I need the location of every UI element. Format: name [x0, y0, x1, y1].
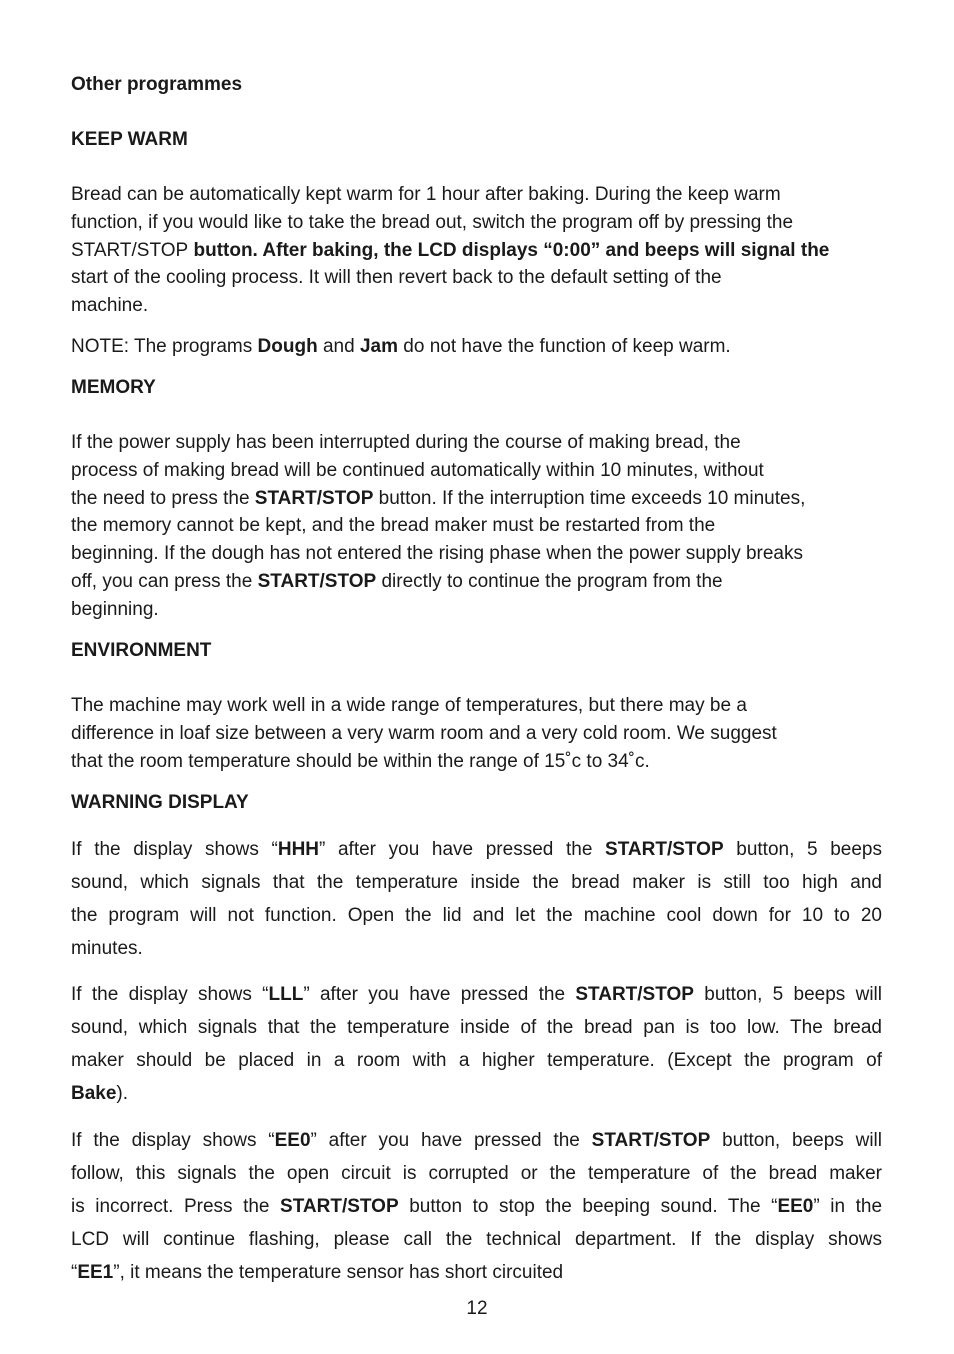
- warning-display-heading: WARNING DISPLAY: [71, 792, 249, 813]
- memory-paragraph: [71, 429, 882, 624]
- bold-term: Jam: [359, 336, 398, 357]
- text-line: the need to press the START/STOP button. If the interruption time exceeds 10 minutes,: [71, 487, 806, 509]
- bold-term: START/STOP: [591, 1130, 711, 1151]
- memory-heading: MEMORY: [71, 377, 156, 398]
- text-line: If the display shows “LLL” after you have pressed the START/STOP button, 5 beeps will: [71, 984, 882, 1005]
- bold-term: EE0: [274, 1130, 311, 1151]
- text-line: LCD will continue flashing, please call the technical department. If the display shows: [71, 1229, 882, 1250]
- environment-heading: ENVIRONMENT: [71, 640, 212, 661]
- warning-hhh-paragraph: [71, 833, 882, 965]
- text-line: function, if you would like to take the bread out, switch the program off by pressing the: [71, 211, 794, 233]
- text-line: beginning. If the dough has not entered the rising phase when the power supply breaks: [71, 543, 804, 565]
- text-line: off, you can press the START/STOP directly to continue the program from the: [71, 570, 723, 592]
- text-line: maker should be placed in a room with a higher temperature. (Except the program of: [71, 1050, 882, 1071]
- bold-term: START/STOP: [575, 984, 694, 1005]
- keep-warm-note: [71, 333, 882, 361]
- text-line: the memory cannot be kept, and the bread maker must be restarted from the: [71, 515, 716, 537]
- page-title: Other programmes: [71, 74, 243, 95]
- text-line: sound, which signals that the temperature inside of the bread pan is too low. The bread: [71, 1017, 882, 1038]
- page-number: 12: [466, 1298, 488, 1319]
- text-line: process of making bread will be continued automatically within 10 minutes, without: [71, 459, 764, 481]
- text-line: start of the cooling process. It will then revert back to the default setting of the: [71, 267, 722, 289]
- bold-term: START/STOP: [254, 487, 374, 509]
- keep-warm-paragraph: [71, 181, 882, 320]
- text-line: the program will not function. Open the lid and let the machine cool down for 10 to 20: [71, 905, 882, 926]
- text-line: that the room temperature should be within the range of 15˚c to 34˚c.: [71, 750, 650, 772]
- text-line: machine.: [71, 295, 149, 317]
- text-line: sound, which signals that the temperature inside the bread maker is still too high and: [71, 872, 882, 893]
- environment-paragraph: [71, 692, 882, 775]
- text-line: difference in loaf size between a very warm room and a very cold room. We suggest: [71, 722, 777, 744]
- keep-warm-heading: KEEP WARM: [71, 129, 188, 150]
- bold-term: Dough: [257, 336, 318, 357]
- text-line: beginning.: [71, 598, 159, 620]
- text-line: The machine may work well in a wide range of temperatures, but there may be a: [71, 695, 747, 716]
- warning-lll-paragraph: [71, 978, 882, 1110]
- text-line: “EE1”, it means the temperature sensor has short circuited: [71, 1262, 564, 1283]
- bold-term: HHH: [277, 839, 320, 860]
- text-line: If the display shows “EE0” after you have pressed the START/STOP button, beeps will: [71, 1130, 882, 1151]
- bold-term: START/STOP: [280, 1196, 399, 1217]
- text-line: If the power supply has been interrupted during the course of making bread, the: [71, 432, 741, 453]
- text-line: follow, this signals the open circuit is corrupted or the temperature of the bread maker: [71, 1163, 882, 1184]
- bold-term: START/STOP: [257, 570, 377, 592]
- bold-term: START/STOP: [605, 839, 724, 860]
- warning-ee0-paragraph: [71, 1124, 882, 1289]
- bold-term: EE0: [777, 1196, 814, 1217]
- bold-term: LLL: [268, 984, 304, 1005]
- text-line: is incorrect. Press the START/STOP button to stop the beeping sound. The “EE0” in the: [71, 1196, 883, 1217]
- text-line: If the display shows “HHH” after you have pressed the START/STOP button, 5 beeps: [71, 839, 882, 860]
- bold-term: Bake: [71, 1083, 117, 1104]
- text-line: Bake).: [71, 1083, 129, 1104]
- bold-term: EE1: [77, 1262, 114, 1283]
- text-line: START/STOP button. After baking, the LCD displays “0:00” and beeps will signal the: [71, 239, 830, 261]
- text-line: Bread can be automatically kept warm for 1 hour after baking. During the keep warm: [71, 184, 781, 205]
- text-line: minutes.: [71, 938, 143, 959]
- bold-term: button. After baking, the LCD displays “0:00” and beeps will signal the: [188, 239, 830, 261]
- text-line: NOTE: The programs Dough and Jam do not have the function of keep warm.: [71, 336, 731, 357]
